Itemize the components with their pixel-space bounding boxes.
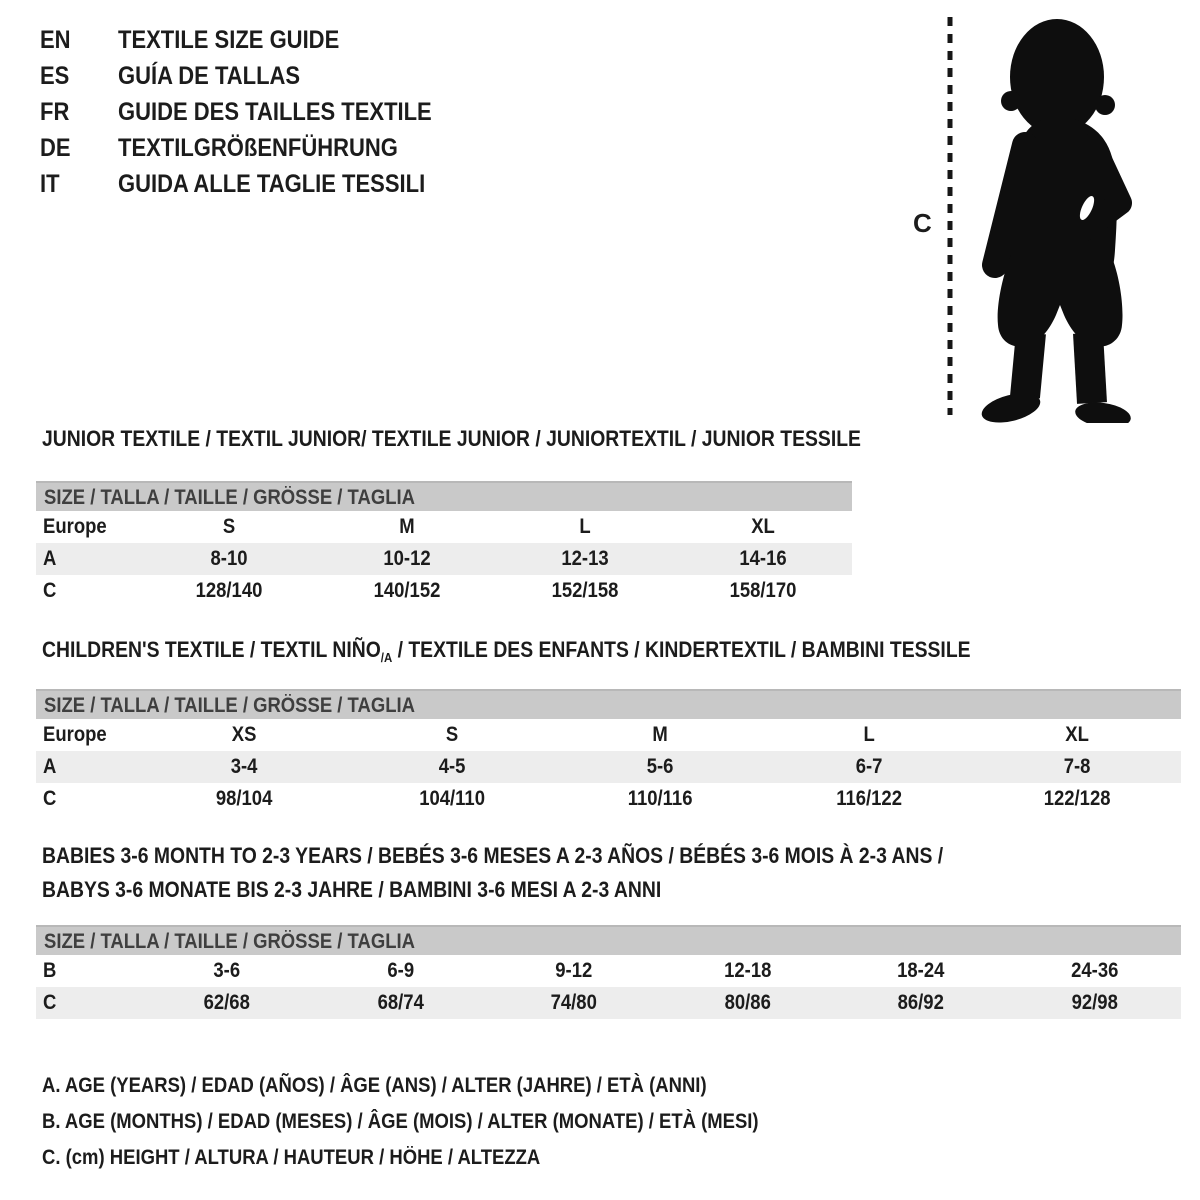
babies-section-title-line1 (42, 843, 1066, 869)
language-row-es (40, 58, 475, 94)
junior-age-s: 8-10 (210, 547, 248, 570)
legend-block (42, 1068, 856, 1176)
babies-size-table (36, 925, 1181, 1019)
children-section-title (42, 637, 1097, 665)
babies-months-4: 12-18 (723, 959, 771, 982)
language-row-de (40, 130, 475, 166)
guide-title-es: GUÍA DE TALLAS (118, 62, 301, 90)
junior-age-m: 10-12 (383, 547, 431, 570)
babies-height-2: 68/74 (377, 991, 424, 1014)
babies-row-months (36, 955, 1181, 987)
babies-row-months-label: B (43, 959, 57, 982)
junior-height-l: 152/158 (551, 579, 619, 602)
babies-months-5: 18-24 (897, 959, 945, 982)
language-row-fr (40, 94, 475, 130)
children-age-s: 4-5 (438, 755, 466, 778)
children-size-table (36, 689, 1181, 815)
children-row-europe (36, 719, 1181, 751)
children-row-height (36, 783, 1181, 815)
height-measure-label: C (913, 208, 932, 238)
children-section-title-text (42, 637, 971, 665)
babies-title-line2-text: BABYS 3-6 MONATE BIS 2-3 JAHRE / BAMBINI 3-6 MESI A 2-3 ANNI (42, 877, 662, 902)
legend-b-text: B. AGE (MONTHS) / EDAD (MESES) / ÂGE (MOIS) / ALTER (MONATE) / ETÀ (MESI) (42, 1110, 759, 1133)
babies-months-2: 6-9 (386, 959, 414, 982)
babies-height-1: 62/68 (203, 991, 250, 1014)
junior-europe-s: S (222, 515, 236, 538)
junior-row-age (36, 543, 852, 575)
children-height-m: 110/116 (628, 787, 693, 810)
junior-row-height (36, 575, 852, 607)
junior-row-europe (36, 511, 852, 543)
legend-a-text: A. AGE (YEARS) / EDAD (AÑOS) / ÂGE (ANS) / ALTER (JAHRE) / ETÀ (ANNI) (42, 1074, 707, 1097)
babies-height-4: 80/86 (724, 991, 771, 1014)
babies-height-3: 74/80 (550, 991, 597, 1014)
junior-row-age-label: A (43, 547, 57, 570)
guide-title-fr: GUIDE DES TAILLES TEXTILE (118, 98, 432, 126)
children-age-xl: 7-8 (1063, 755, 1091, 778)
babies-months-3: 9-12 (555, 959, 593, 982)
junior-age-l: 12-13 (561, 547, 609, 570)
children-title-before: CHILDREN'S TEXTILE / TEXTIL NIÑO (42, 637, 381, 662)
children-height-xl: 122/128 (1043, 787, 1111, 810)
language-code-es: ES (40, 62, 70, 90)
guide-title-de: TEXTILGRÖßENFÜHRUNG (118, 134, 398, 162)
babies-size-header-text: SIZE / TALLA / TAILLE / GRÖSSE / TAGLIA (44, 930, 415, 953)
children-height-l: 116/122 (835, 787, 902, 810)
language-title-block (40, 22, 475, 202)
junior-size-header-text: SIZE / TALLA / TAILLE / GRÖSSE / TAGLIA (44, 486, 415, 509)
junior-age-xl: 14-16 (739, 547, 787, 570)
language-row-it (40, 166, 475, 202)
children-age-m: 5-6 (647, 755, 674, 778)
junior-section-title (42, 426, 973, 452)
legend-line-b (42, 1104, 856, 1140)
children-title-after: / TEXTILE DES ENFANTS / KINDERTEXTIL / BAMBINI TESSILE (392, 637, 971, 662)
children-size-header-row (36, 689, 1181, 719)
children-age-xs: 3-4 (230, 755, 258, 778)
children-row-europe-label: Europe (43, 723, 107, 746)
junior-europe-xl: XL (751, 515, 775, 538)
language-code-en: EN (40, 26, 71, 54)
legend-line-a (42, 1068, 856, 1104)
children-europe-l: L (863, 723, 875, 746)
junior-size-header-row (36, 481, 852, 511)
legend-line-c (42, 1140, 856, 1176)
children-age-l: 6-7 (855, 755, 883, 778)
junior-europe-m: M (399, 515, 415, 538)
junior-europe-l: L (579, 515, 591, 538)
children-europe-xl: XL (1065, 723, 1089, 746)
junior-section-title-text: JUNIOR TEXTILE / TEXTIL JUNIOR/ TEXTILE JUNIOR / JUNIORTEXTIL / JUNIOR TESSILE (42, 426, 861, 451)
language-code-fr: FR (40, 98, 70, 126)
junior-row-europe-label: Europe (43, 515, 107, 538)
junior-height-s: 128/140 (195, 579, 263, 602)
children-title-sub: /A (380, 650, 393, 665)
children-row-age (36, 751, 1181, 783)
junior-row-height-label: C (43, 579, 57, 602)
babies-section-title-line2 (42, 877, 746, 903)
language-code-de: DE (40, 134, 71, 162)
junior-size-table (36, 481, 852, 607)
children-europe-s: S (446, 723, 459, 746)
babies-height-5: 86/92 (897, 991, 944, 1014)
toddler-silhouette (979, 19, 1133, 423)
junior-height-m: 140/152 (373, 579, 441, 602)
junior-height-xl: 158/170 (729, 579, 797, 602)
language-row-en (40, 22, 475, 58)
children-row-height-label: C (43, 787, 57, 810)
babies-row-height (36, 987, 1181, 1019)
children-size-header-text: SIZE / TALLA / TAILLE / GRÖSSE / TAGLIA (44, 694, 415, 717)
babies-months-6: 24-36 (1070, 959, 1118, 982)
babies-row-height-label: C (43, 991, 57, 1014)
children-height-s: 104/110 (419, 787, 486, 810)
babies-height-6: 92/98 (1071, 991, 1118, 1014)
babies-title-line1-text: BABIES 3-6 MONTH TO 2-3 YEARS / BEBÉS 3-6 MESES A 2-3 AÑOS / BÉBÉS 3-6 MOIS À 2-3 ANS / (42, 843, 944, 868)
language-code-it: IT (40, 170, 60, 198)
children-europe-m: M (652, 723, 669, 746)
legend-c-text: C. (cm) HEIGHT / ALTURA / HAUTEUR / HÖHE / ALTEZZA (42, 1146, 541, 1169)
toddler-silhouette-graphic (900, 5, 1150, 423)
guide-title-it: GUIDA ALLE TAGLIE TESSILI (118, 170, 426, 198)
children-height-xs: 98/104 (215, 787, 273, 810)
children-europe-xs: XS (231, 723, 257, 746)
babies-size-header-row (36, 925, 1181, 955)
children-row-age-label: A (43, 755, 57, 778)
guide-title-en: TEXTILE SIZE GUIDE (118, 26, 340, 54)
babies-months-1: 3-6 (213, 959, 241, 982)
